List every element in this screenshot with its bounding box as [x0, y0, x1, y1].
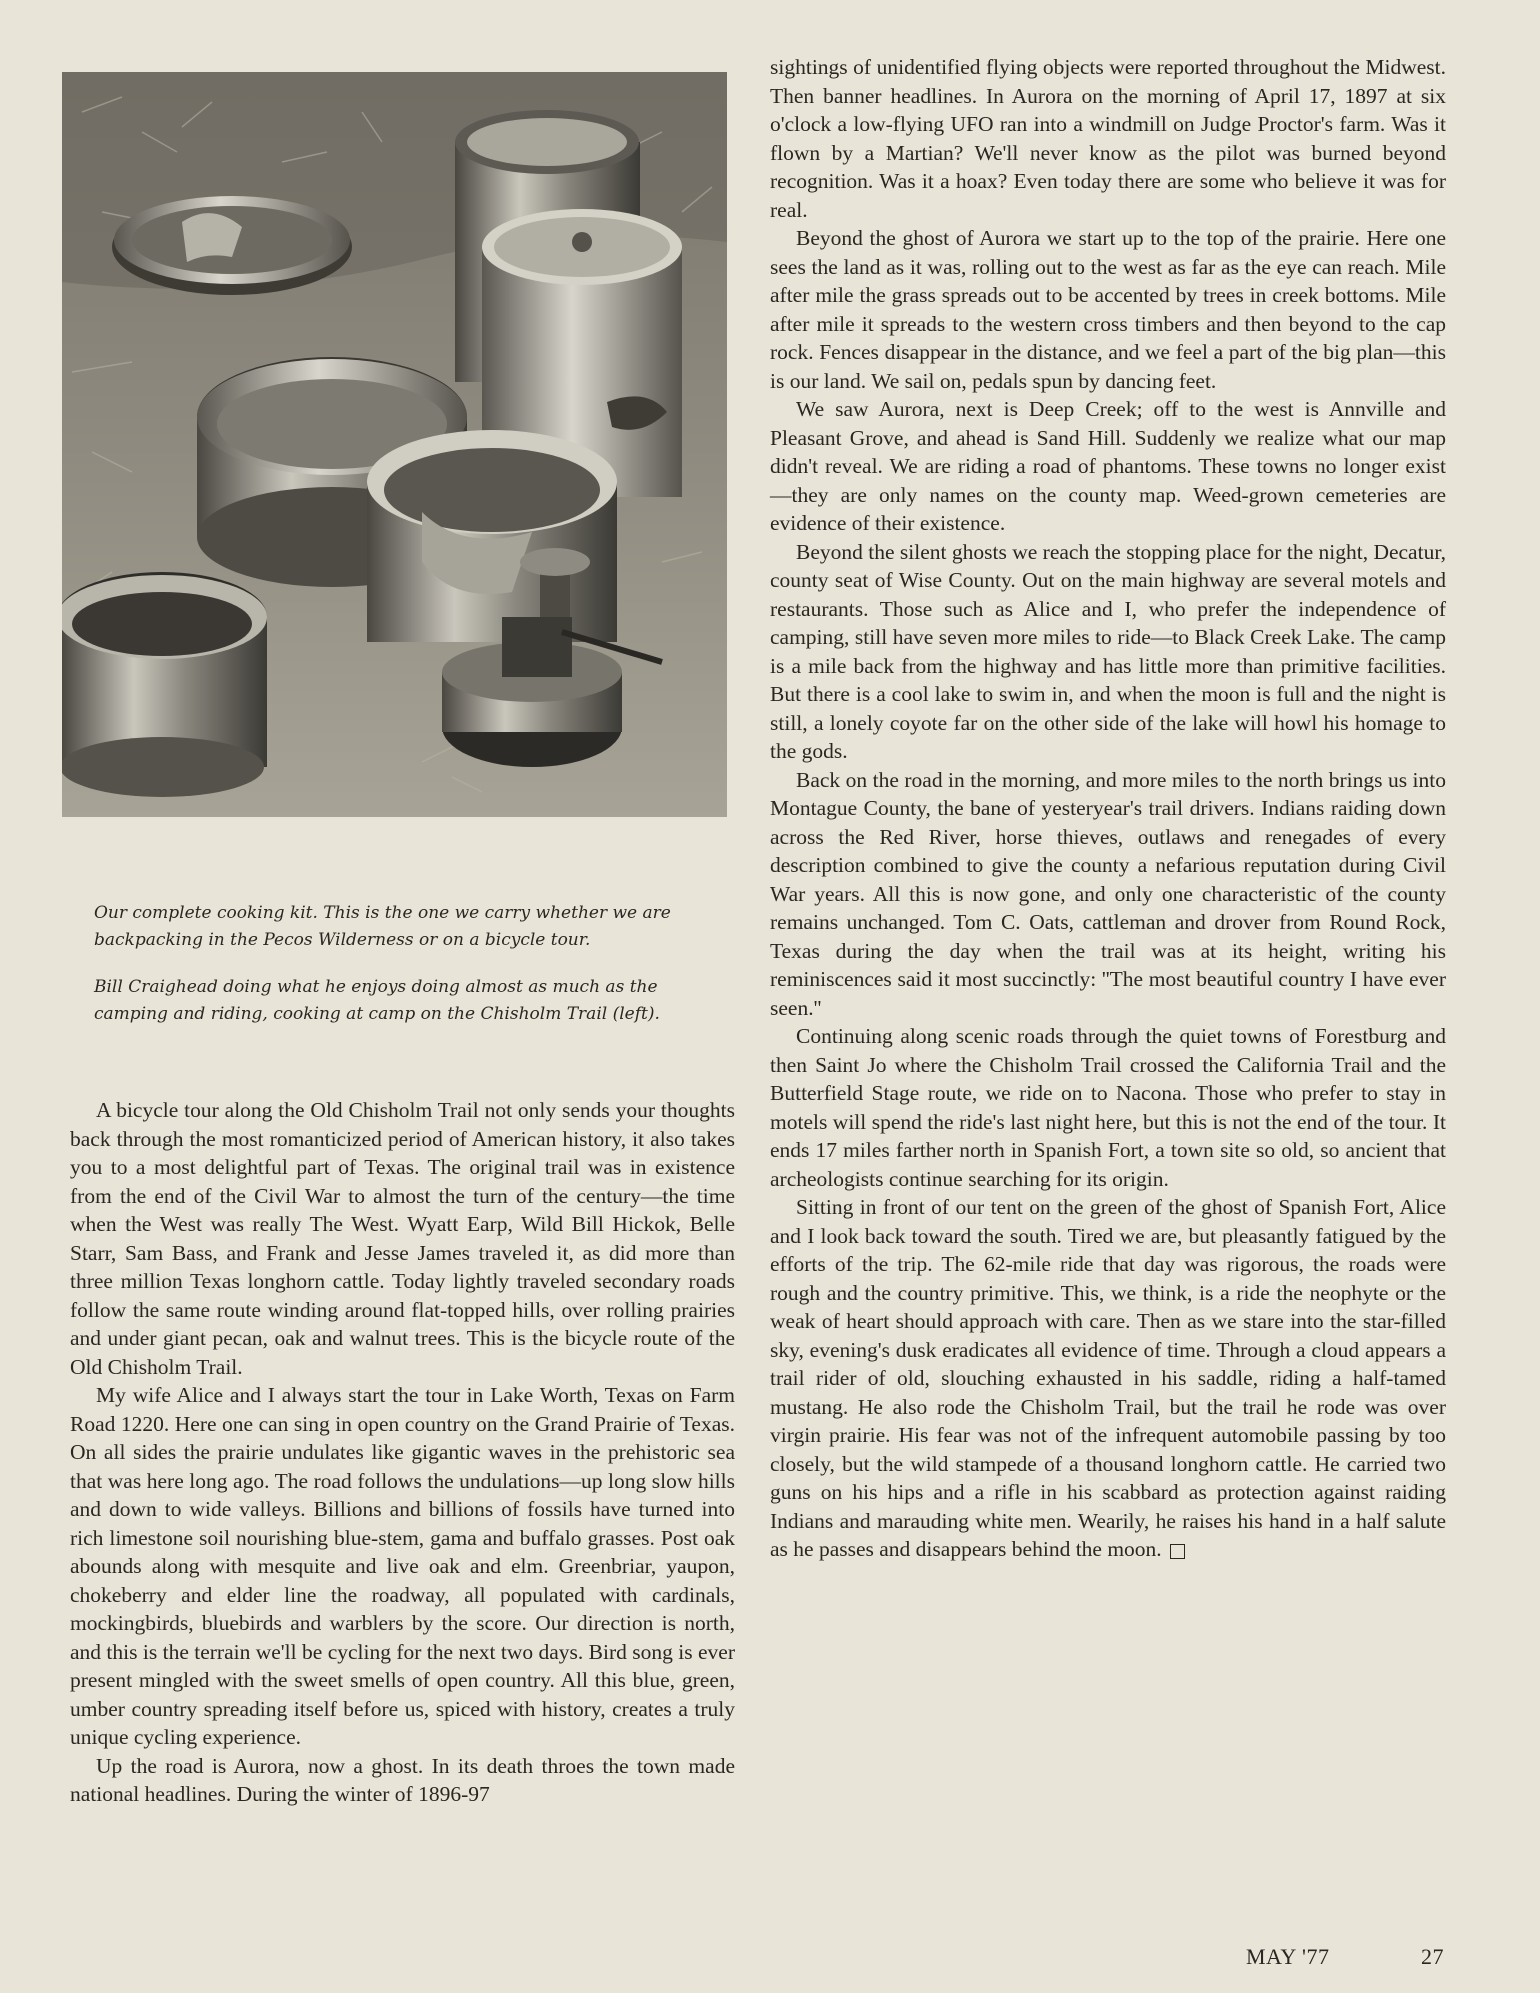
article-paragraph: We saw Aurora, next is Deep Creek; off to the west is Annville and Pleasant Grove, and ahead is Sand Hill. Suddenly we realize what our map didn't reveal. We are riding a road of phantoms. These towns no longer exist—they are only names on the county map. Weed-grown cemeteries are evidence of their existence. — [770, 397, 1446, 535]
article-paragraph: Back on the road in the morning, and more miles to the north brings us into Montague County, the bane of yesteryear's trail drivers. Indians raiding down across the Red River, horse thieves, outlaws and renegades of every description combined to give the county a nefarious reputation during Civil War years. All this is now gone, and only one characteristic of the county remains unchanged. Tom C. Oats, cattleman and drover from Round Rock, Texas during the day when the trail was at its height, writing his reminiscences said it most succinctly: ''The most beautiful country I have ever seen.'' — [770, 767, 1446, 1020]
cooking-kit-photo-icon — [62, 72, 727, 817]
article-column-right — [770, 53, 1446, 1564]
cooking-kit-photo — [62, 72, 727, 817]
photo-captions — [94, 900, 714, 1028]
article-paragraph: Continuing along scenic roads through the quiet towns of Forestburg and then Saint Jo where the Chisholm Trail crossed the California Trail and the Butterfield Stage route, we ride on to Nacona. Those who prefer to stay in motels will spend the ride's last night here, but this is not the end of the tour. It ends 17 miles farther north in Spanish Fort, a town site so old, so ancient that archeologists continue searching for its origin. — [770, 1024, 1446, 1191]
article-paragraph-final — [770, 1193, 1446, 1564]
caption-cooking-kit: Our complete cooking kit. This is the one we carry whether we are backpacking in the Pecos Wilderness or on a bicycle tour. — [94, 903, 671, 950]
article-paragraph: Up the road is Aurora, now a ghost. In its death throes the town made national headlines. During the winter of 1896-97 — [70, 1753, 735, 1806]
article-column-left — [70, 1096, 735, 1809]
article-paragraph: A bicycle tour along the Old Chisholm Trail not only sends your thoughts back through the most romanticized period of American history, it also takes you to a most delightful part of Texas. The original trail was in existence from the end of the Civil War to almost the turn of the century—the time when the West was really The West. Wyatt Earp, Wild Bill Hickok, Belle Starr, Sam Bass, and Frank and Jesse James traveled it, as did more than three million Texas longhorn cattle. Today lightly traveled secondary roads follow the same route winding around flat-topped hills, over rolling prairies and under giant pecan, oak and walnut trees. This is the bicycle route of the Old Chisholm Trail. — [70, 1098, 735, 1379]
end-mark-icon — [1170, 1544, 1185, 1559]
caption-bill-craighead: Bill Craighead doing what he enjoys doing almost as much as the camping and riding, cooking at camp on the Chisholm Trail (left). — [94, 977, 660, 1024]
article-paragraph: My wife Alice and I always start the tour in Lake Worth, Texas on Farm Road 1220. Here one can sing in open country on the Grand Prairie of Texas. On all sides the prairie undulates like gigantic waves in the prehistoric sea that was here long ago. The road follows the undulations—up long slow hills and down to wide valleys. Billions and billions of fossils have turned into rich limestone soil nourishing blue-stem, gama and buffalo grasses. Post oak abounds along with mesquite and live oak and elm. Greenbriar, yaupon, chokeberry and elder line the roadway, all populated with cardinals, mockingbirds, bluebirds and warblers by the score. Our direction is north, and this is the terrain we'll be cycling for the next two days. Bird song is ever present mingled with the sweet smells of open country. All this blue, green, umber country spreading itself before us, spiced with history, creates a truly unique cycling experience. — [70, 1383, 735, 1749]
footer-issue-date: MAY '77 — [1246, 1944, 1330, 1969]
article-paragraph-final-text: Sitting in front of our tent on the green of the ghost of Spanish Fort, Alice and I look back toward the south. Tired we are, but pleasantly fatigued by the efforts of the trip. The 62-mile ride that day was rigorous, the roads were rough and the country primitive. This, we think, is a ride the neophyte or the weak of heart should approach with care. Then as we stare into the star-filled sky, evening's dusk eradicates all evidence of time. Through a cloud appears a trail rider of old, slouching exhausted in his saddle, riding a half-tamed mustang. He also rode the Chisholm Trail, but the trail he rode was over virgin prairie. His fear was not of the infrequent automobile passing by too closely, but the wild stampede of a thousand longhorn cattle. He carried two guns on his hips and a rifle in his scabbard as protection against raiding Indians and marauding white men. Wearily, he raises his hand in a half salute as he passes and disappears behind the moon. — [770, 1195, 1446, 1561]
article-paragraph: Beyond the silent ghosts we reach the stopping place for the night, Decatur, county seat of Wise County. Out on the main highway are several motels and restaurants. Those such as Alice and I, who prefer the independence of camping, still have seven more miles to ride—to Black Creek Lake. The camp is a mile back from the highway and has little more than primitive facilities. But there is a cool lake to swim in, and when the moon is full and the night is still, a lonely coyote far on the other side of the lake will howl his homage to the gods. — [770, 539, 1446, 763]
article-paragraph: sightings of unidentified flying objects were reported throughout the Midwest. Then banner headlines. In Aurora on the morning of April 17, 1897 at six o'clock a low-flying UFO ran into a windmill on Judge Proctor's farm. Was it flown by a Martian? We'll never know as the pilot was burned beyond recognition. Was it a hoax? Even today there are some who believe it was for real. — [770, 55, 1446, 222]
footer-page-number: 27 — [1421, 1944, 1444, 1969]
article-paragraph: Beyond the ghost of Aurora we start up to the top of the prairie. Here one sees the land as it was, rolling out to the west as far as the eye can reach. Mile after mile the grass spreads out to be accented by trees in creek bottoms. Mile after mile it spreads to the western cross timbers and then beyond to the cap rock. Fences disappear in the distance, and we feel a part of the big plan—this is our land. We sail on, pedals spun by dancing feet. — [770, 226, 1446, 393]
